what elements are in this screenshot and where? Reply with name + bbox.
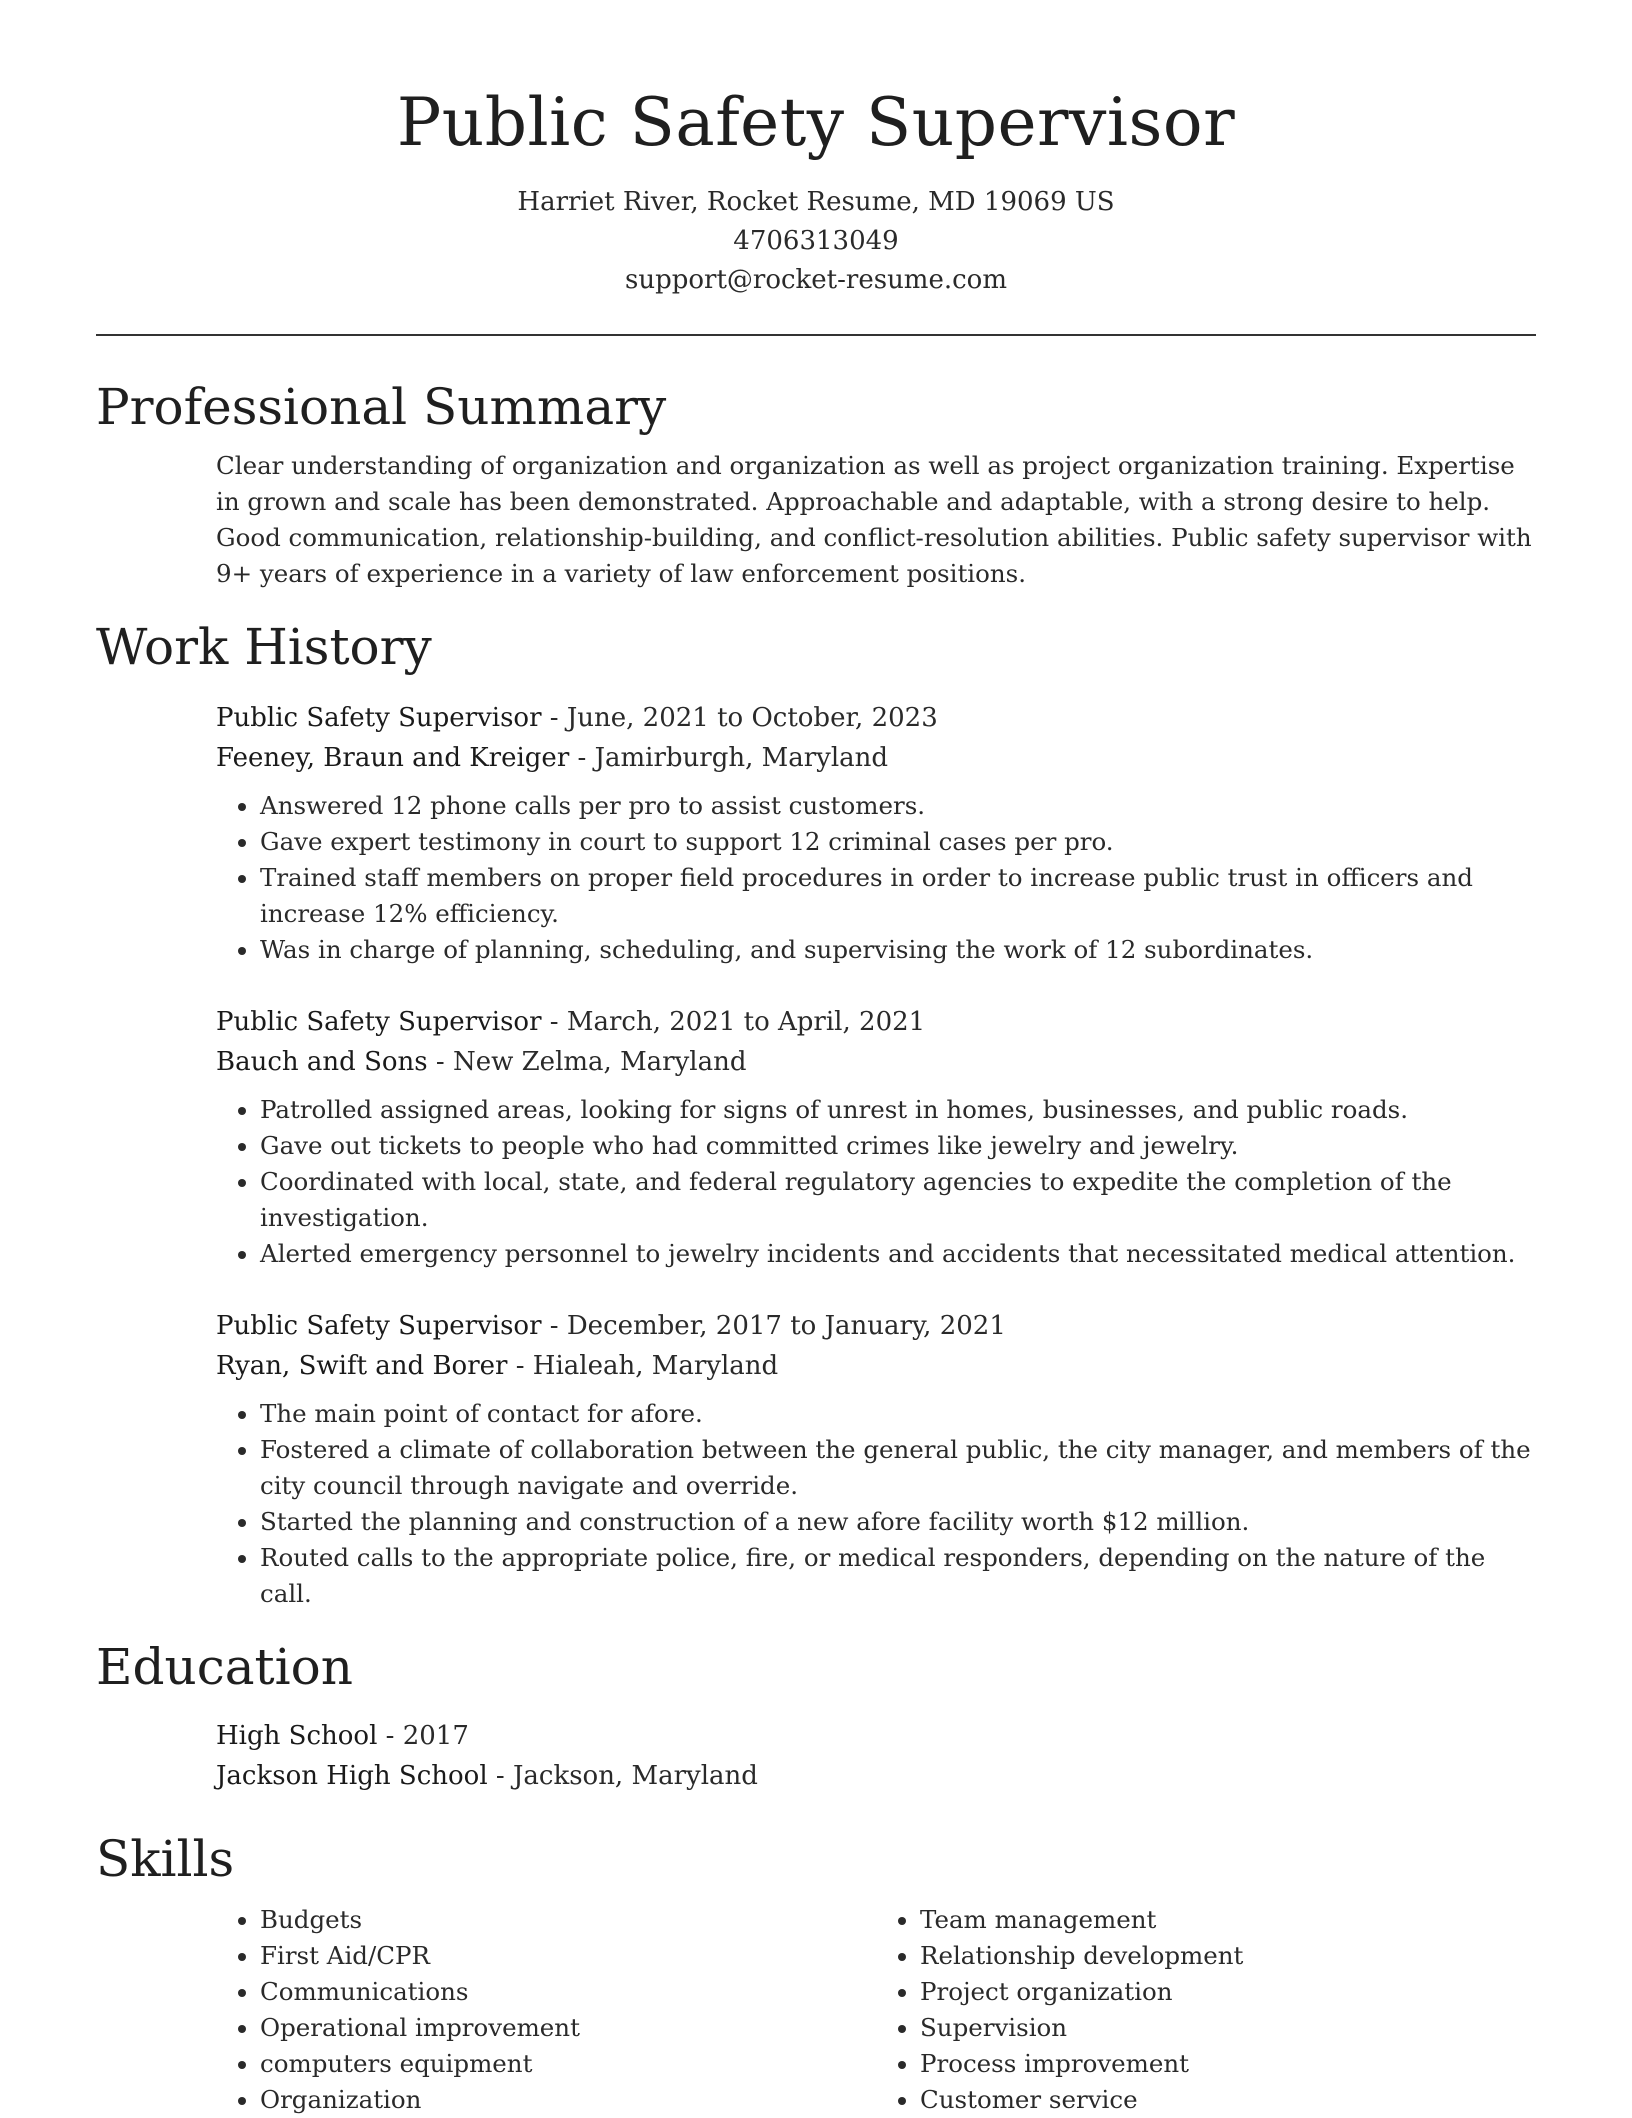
job-role: Public Safety Supervisor [216, 1311, 542, 1341]
job-role-line [216, 1306, 1536, 1346]
education-location: - Jackson, Maryland [487, 1761, 758, 1791]
skills-column-left [216, 1902, 876, 2118]
education-heading: Education [96, 1638, 353, 1696]
skill-item: • Process improvement [920, 2046, 1536, 2082]
job-company: Bauch and Sons [216, 1047, 428, 1077]
job-dates: - March, 2021 to April, 2021 [541, 1007, 926, 1037]
job-bullets [216, 788, 1536, 968]
contact-email: support@rocket-resume.com [624, 265, 1007, 295]
job-company: Feeney, Braun and Kreiger [216, 743, 570, 773]
job-location: - Hialeah, Maryland [507, 1351, 779, 1381]
skill-item: • Team management [920, 1902, 1536, 1938]
skill-item: • Relationship development [920, 1938, 1536, 1974]
job-entry-3 [216, 1306, 1536, 1612]
list-item: • Alerted emergency personnel to jewelry incidents and accidents that necessitated medical attention. [260, 1236, 1536, 1272]
skill-item: • Budgets [260, 1902, 876, 1938]
skills-column-right [876, 1902, 1536, 2118]
job-dates: - December, 2017 to January, 2021 [541, 1311, 1006, 1341]
contact-address: Harriet River, Rocket Resume, MD 19069 US [517, 187, 1115, 217]
job-bullets [216, 1396, 1536, 1612]
summary-text: Clear understanding of organization and organization as well as project organization training. Expertise in grown and scale has been demonstrated. Approachable and adaptable, with a strong desire to help. Good communication, relationship-building, and conflict-resolution abilities. Public safety supervisor with 9+ years of experience in a variety of law enforcement positions. [216, 451, 1532, 588]
resume-header [96, 0, 1536, 300]
job-company: Ryan, Swift and Borer [216, 1351, 508, 1381]
job-location: - New Zelma, Maryland [427, 1047, 747, 1077]
job-dates: - June, 2021 to October, 2023 [541, 703, 938, 733]
list-item: • Was in charge of planning, scheduling, and supervising the work of 12 subordinates. [260, 932, 1536, 968]
list-item: • Started the planning and construction of a new afore facility worth $12 million. [260, 1504, 1536, 1540]
education-entry [216, 1716, 1536, 1796]
education-degree-line [216, 1716, 1536, 1756]
list-item: • Gave out tickets to people who had committed crimes like jewelry and jewelry. [260, 1128, 1536, 1164]
job-location: - Jamirburgh, Maryland [569, 743, 889, 773]
skills-heading: Skills [96, 1830, 235, 1888]
list-item: • Coordinated with local, state, and federal regulatory agencies to expedite the completion of the investigation. [260, 1164, 1536, 1236]
education-school: Jackson High School [216, 1761, 488, 1791]
work-history-heading: Work History [96, 618, 432, 676]
list-item: • Gave expert testimony in court to support 12 criminal cases per pro. [260, 824, 1536, 860]
skill-item: • Customer service [920, 2082, 1536, 2118]
skill-item: • Project organization [920, 1974, 1536, 2010]
job-entry-1 [216, 698, 1536, 968]
job-role-line [216, 698, 1536, 738]
header-divider [96, 334, 1536, 336]
education-year: - 2017 [377, 1721, 469, 1751]
list-item: • Routed calls to the appropriate police, fire, or medical responders, depending on the nature of the call. [260, 1540, 1536, 1612]
list-item: • Answered 12 phone calls per pro to assist customers. [260, 788, 1536, 824]
list-item: • The main point of contact for afore. [260, 1396, 1536, 1432]
list-item: • Patrolled assigned areas, looking for signs of unrest in homes, businesses, and public roads. [260, 1092, 1536, 1128]
job-company-line [216, 1346, 1536, 1386]
job-role-line [216, 1002, 1536, 1042]
job-entry-2 [216, 1002, 1536, 1272]
skill-item: • Communications [260, 1974, 876, 2010]
list-item: • Fostered a climate of collaboration between the general public, the city manager, and members of the city council through navigate and override. [260, 1432, 1536, 1504]
skill-item: • computers equipment [260, 2046, 876, 2082]
skill-item: • Operational improvement [260, 2010, 876, 2046]
education-school-line [216, 1756, 1536, 1796]
job-company-line [216, 1042, 1536, 1082]
list-item: • Trained staff members on proper field procedures in order to increase public trust in officers and increase 12% efficiency. [260, 860, 1536, 932]
education-degree: High School [216, 1721, 378, 1751]
job-company-line [216, 738, 1536, 778]
job-role: Public Safety Supervisor [216, 703, 542, 733]
skill-item: • Organization [260, 2082, 876, 2118]
skills-list [216, 1902, 1536, 2118]
summary-heading: Professional Summary [96, 378, 667, 436]
job-role: Public Safety Supervisor [216, 1007, 542, 1037]
candidate-title: Public Safety Supervisor [396, 84, 1236, 161]
contact-phone: 4706313049 [733, 226, 899, 256]
skill-item: • Supervision [920, 2010, 1536, 2046]
job-bullets [216, 1092, 1536, 1272]
skill-item: • First Aid/CPR [260, 1938, 876, 1974]
